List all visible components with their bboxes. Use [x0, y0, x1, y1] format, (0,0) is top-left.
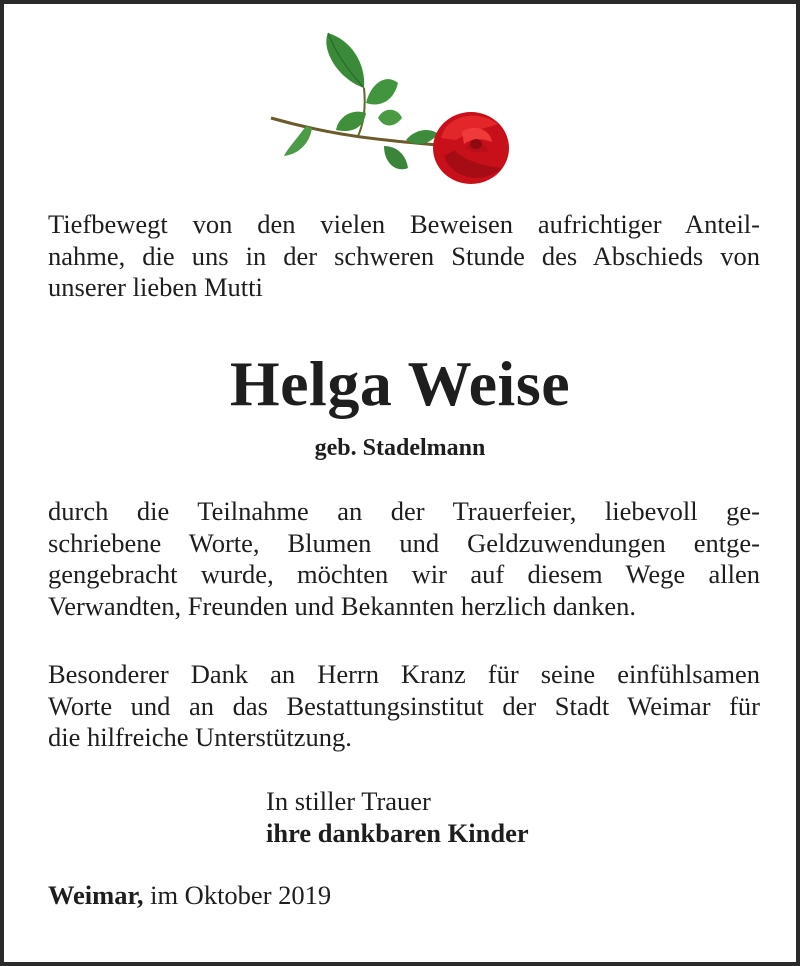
- intro-paragraph: [48, 209, 760, 304]
- intro-line: Tiefbewegt von den vielen Beweisen aufrichtiger Anteil-: [48, 209, 760, 239]
- thanks-line: durch die Teilnahme an der Trauerfeier, liebevoll ge-: [48, 496, 760, 526]
- place-city: Weimar,: [48, 880, 144, 910]
- signoff-line: In stiller Trauer: [266, 786, 431, 816]
- place-date-text: im Oktober 2019: [143, 880, 332, 910]
- intro-line: unserer lieben Mutti: [48, 272, 263, 302]
- thanks-paragraph: [48, 496, 760, 622]
- thanks-line: Verwandten, Freunden und Bekannten herzlich danken.: [48, 590, 636, 621]
- maiden-name: geb. Stadelmann: [314, 435, 486, 461]
- special-thanks-paragraph: [48, 659, 760, 754]
- signoff-signature: ihre dankbaren Kinder: [266, 818, 529, 848]
- red-rose-icon: [266, 28, 516, 188]
- place-date: [48, 879, 331, 911]
- special-line: Besonderer Dank an Herrn Kranz für seine einfühlsamen: [48, 659, 760, 689]
- signoff: [266, 785, 529, 849]
- thanks-line: gengebracht wurde, möchten wir auf diesem Wege allen: [48, 559, 760, 589]
- intro-line: nahme, die uns in der schweren Stunde des Abschieds von: [48, 240, 760, 271]
- thanks-line: schriebene Worte, Blumen und Geldzuwendungen entge-: [48, 527, 760, 558]
- deceased-name: Helga Weise: [229, 348, 571, 419]
- special-line: Worte und an das Bestattungsinstitut der Stadt Weimar für: [48, 690, 760, 721]
- special-line: die hilfreiche Unterstützung.: [48, 722, 352, 752]
